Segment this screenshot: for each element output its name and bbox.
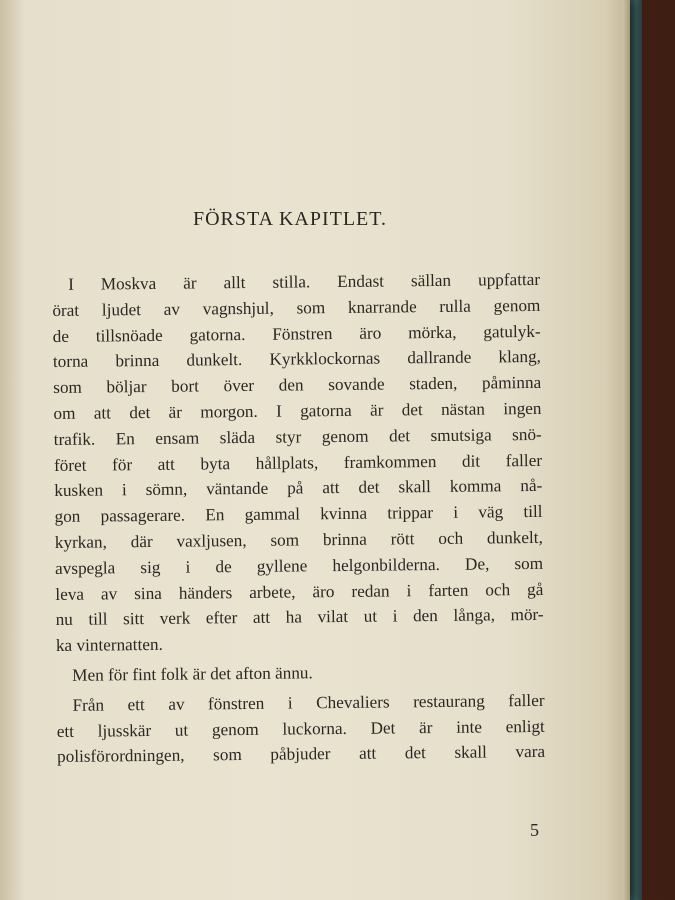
text-line: avspegla sig i de gyllene helgonbilderna. De, som <box>55 553 544 578</box>
book-cover-edge <box>630 0 642 900</box>
text-line: leva av sina händers arbete, äro redan i farten och gå <box>55 579 544 604</box>
text-line: gon passagerare. En gammal kvinna trippar i väg till <box>54 502 543 527</box>
text-line: de tillsnöade gatorna. Fönstren äro mörka, gatulyk- <box>52 321 541 346</box>
body-text <box>52 267 545 770</box>
text-line: ka vinternatten. <box>55 635 163 656</box>
chapter-title: FÖRSTA KAPITLET. <box>192 208 388 230</box>
text-line: nu till sitt verk efter att ha vilat ut i den långa, mör- <box>55 605 544 630</box>
text-line: om att det är morgon. I gatorna är det nästan ingen <box>53 398 542 423</box>
text-line: Men för fint folk är det afton ännu. <box>72 663 313 685</box>
text-line: örat ljudet av vagnshjul, som knarrande rulla genom <box>52 295 541 320</box>
text-line: torna brinna dunkelt. Kyrkklockornas dallrande klang, <box>52 347 542 372</box>
text-line: föret för att byta hållplats, framkommen dit faller <box>53 450 543 475</box>
text-line: kusken i sömn, väntande på att det skall komma nå- <box>54 476 543 501</box>
text-line: trafik. En ensam släda styr genom det smutsiga snö- <box>53 424 542 449</box>
text-line: I Moskva är allt stilla. Endast sällan uppfattar <box>68 269 541 294</box>
text-line: kyrkan, där vaxljusen, som brinna rött och dunkelt, <box>54 527 543 552</box>
page-edge <box>622 0 630 900</box>
text-line: som böljar bort över den sovande staden, påminna <box>53 373 542 398</box>
text-line: polisförordningen, som påbjuder att det skall vara <box>56 742 546 767</box>
page-number: 5 <box>530 820 539 840</box>
text-line: ett ljusskär ut genom luckorna. Det är inte enligt <box>56 716 545 741</box>
text-line: Från ett av fönstren i Chevaliers restaurang faller <box>72 690 545 715</box>
